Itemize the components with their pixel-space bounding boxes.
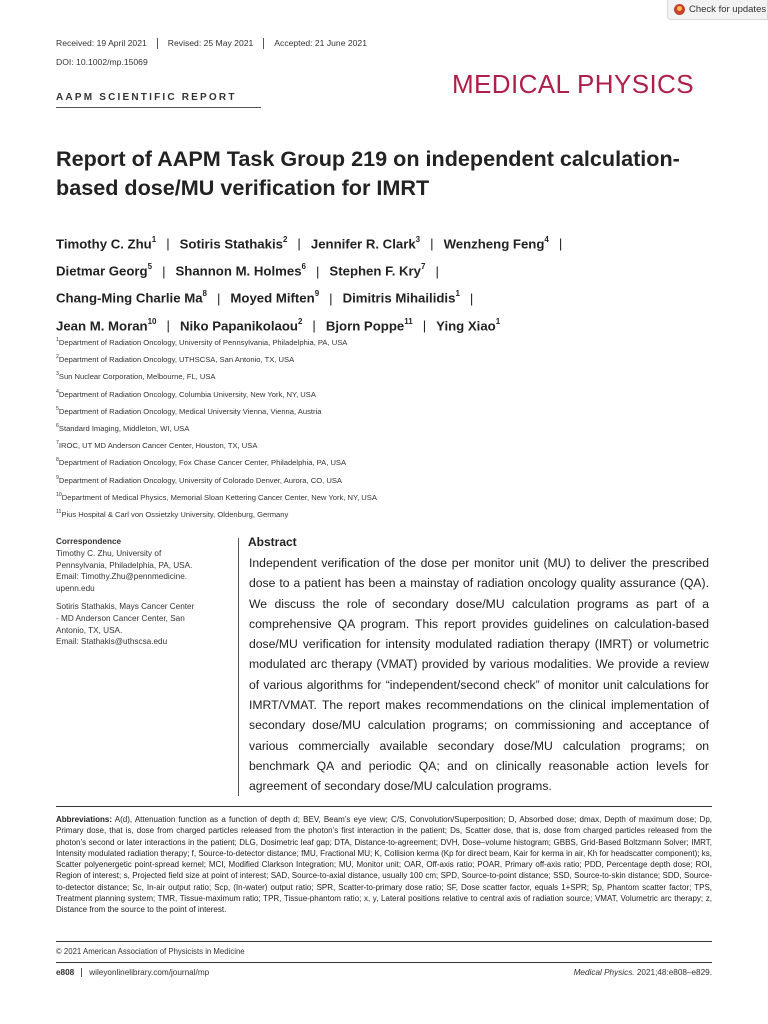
article-title: Report of AAPM Task Group 219 on independent calculation-based dose/MU verification for IMRT <box>56 146 680 200</box>
revised-date: Revised: 25 May 2021 <box>158 38 265 49</box>
affiliation-item <box>56 402 716 419</box>
correspondence-line: Pennsylvania, Philadelphia, PA, USA. <box>56 560 193 570</box>
author-affiliation-mark: 4 <box>544 235 549 244</box>
author-name[interactable]: Timothy C. Zhu <box>56 236 152 252</box>
correspondence-line: Timothy C. Zhu, University of <box>56 548 162 558</box>
author-name[interactable]: Dimitris Mihailidis <box>342 290 456 306</box>
affiliation-number: 11 <box>56 509 62 516</box>
divider <box>56 806 712 807</box>
author-affiliation-mark: 6 <box>301 262 306 272</box>
citation <box>574 968 712 977</box>
affiliation-number: 5 <box>56 405 59 412</box>
abbreviations-text: A(d), Attenuation function as a function of depth d; BEV, Beam’s eye view; C/S, Convolution/Superposition; D, Absorbed dose; dmax, Depth of maximum dose; Dp, Primary dose, that is, dose from charged particles released from the photon’s first interaction in the patient; Ds, Scatter dose, that is, dose from charged particles released from the photon’s second or later interactions in the patient; DLG, Dosimetric leaf gap; DTA, Distance-to-agreement; DVH, Dose–volume histogram; GBBS, Grid-Based Boltzmann Solver; IMRT, Intensity modulated radiation therapy; f, Source-to-detector distance; fMU, Fractional MU; K, Collision kerma (Kp for direct beam, Kair for kerma in air, Kh for headscatter component); ks, Scatter polyenergetic point-spread kernel; MCI, Modified Clarkson Integration; MU, Monitor unit; OAR, Off-axis ratio; POAR, Primary off-axis ratio; PDD, Percentage depth dose; ROI, Region of interest; s, Projected field size at point of interest; SAD, Source-to-axial distance, usually 100 cm; SPD, Source-to-point distance; SSD, Source-to-skin distance; SDD, Source-to-detector distance; Sc, In-air output ratio; Scp, (In-water) output ratio; SPR, Scatter-to-primary dose ratio; SF, Dose scatter factor, equals 1+SPR; Sp, Phantom scatter factor; TPS, Treatment planning system; TMR, Tissue-maximum ratio; TPR, Tissue-phantom ratio; x, y, Lateral positions relative to central axis of radiation source; VMAT, Volumetric arc therapy; z, Distance from the source to the point of interest. <box>56 815 712 915</box>
doi[interactable]: DOI: 10.1002/mp.15069 <box>56 57 148 67</box>
author-separator: | <box>469 290 474 306</box>
author-name[interactable]: Shannon M. Holmes <box>175 263 302 279</box>
correspondence-email-cont[interactable]: upenn.edu <box>56 584 95 594</box>
affiliation-number: 1 <box>56 337 59 343</box>
author-separator: | <box>297 236 301 252</box>
author-affiliation-mark: 7 <box>421 262 426 272</box>
affiliation-number: 8 <box>56 457 59 464</box>
affiliation-number: 3 <box>56 371 59 378</box>
affiliation-item <box>56 505 716 522</box>
author-affiliation-mark: 1 <box>495 316 501 326</box>
correspondence <box>56 536 226 648</box>
correspondence-line: Sotiris Stathakis, Mays Cancer Center <box>56 601 195 611</box>
page-number: e808 <box>56 968 82 977</box>
author-separator: | <box>312 317 316 333</box>
author-line <box>56 229 716 256</box>
author-affiliation-mark: 11 <box>404 316 413 326</box>
divider <box>56 941 712 942</box>
author-list <box>56 229 716 338</box>
crossmark-icon <box>674 4 685 15</box>
affiliation-number: 2 <box>56 354 59 361</box>
affiliation-text: Department of Radiation Oncology, University of Pennsylvania, Philadelphia, PA, USA <box>58 338 348 347</box>
affiliation-item <box>56 436 716 453</box>
affiliation-number: 9 <box>56 474 59 481</box>
author-separator: | <box>558 236 563 252</box>
affiliation-item <box>56 471 716 488</box>
author-separator: | <box>329 290 333 306</box>
affiliation-item <box>56 453 716 470</box>
author-affiliation-mark: 2 <box>282 235 288 244</box>
abstract-heading: Abstract <box>248 535 297 549</box>
journal-url[interactable]: wileyonlinelibrary.com/journal/mp <box>89 968 210 977</box>
author-separator: | <box>422 317 427 333</box>
abstract-body: Independent verification of the dose per monitor unit (MU) to deliver the prescribed dose to a patient has been a mainstay of radiation oncology quality assurance (QA). We discuss the role of secondary dose/MU calculation programs as part of a comprehensive QA program. This report provides guidelines on calculation-based dose/MU verification for intensity modulated radiation therapy (IMRT) or volumetric modulated arc therapy (VMAT) provided by various modalities. We provide a review of various algorithms for “independent/second check” of monitor unit calculations for IMRT/VMAT. The report makes recommendations on the clinical implementation of secondary dose/MU calculation programs; on commissioning and acceptance of various commercially available secondary dose/MU calculation programs; on benchmark QA and periodic QA; and on clinically reasonable action levels for agreement of secondary dose/MU calculation programs. <box>249 556 709 794</box>
author-line <box>56 283 716 310</box>
author-affiliation-mark: 1 <box>455 289 460 299</box>
author-line <box>56 256 716 283</box>
author-name[interactable]: Stephen F. Kry <box>329 263 422 279</box>
check-for-updates-label: Check for updates <box>689 4 767 15</box>
affiliation-number: 6 <box>56 423 59 430</box>
affiliation-text: IROC, UT MD Anderson Cancer Center, Houston, TX, USA <box>58 441 258 451</box>
affiliation-text: Standard Imaging, Middleton, WI, USA <box>58 424 190 434</box>
abbreviations <box>56 814 712 916</box>
author-affiliation-mark: 8 <box>202 289 207 299</box>
author-affiliation-mark: 3 <box>415 235 421 244</box>
abbreviations-label: Abbreviations: <box>56 815 113 824</box>
author-separator: | <box>162 263 166 279</box>
correspondence-line: - MD Anderson Cancer Center, San <box>56 613 185 623</box>
affiliation-number: 10 <box>56 491 62 498</box>
author-affiliation-mark: 9 <box>314 289 320 299</box>
received-date: Received: 19 April 2021 <box>56 38 158 49</box>
section-divider <box>56 107 261 108</box>
author-name[interactable]: Jennifer R. Clark <box>310 236 416 252</box>
affiliation-text: Department of Radiation Oncology, Columbia University, New York, NY, USA <box>58 389 316 399</box>
author-name[interactable]: Moyed Miften <box>230 290 315 306</box>
affiliation-text: Department of Radiation Oncology, Fox Chase Cancer Center, Philadelphia, PA, USA <box>58 458 347 468</box>
author-name[interactable]: Chang-Ming Charlie Ma <box>56 290 203 306</box>
copyright: © 2021 American Association of Physicists in Medicine <box>56 947 245 956</box>
abstract-divider <box>238 538 239 796</box>
author-affiliation-mark: 10 <box>147 316 157 326</box>
affiliation-item <box>56 350 716 367</box>
affiliation-text: Department of Radiation Oncology, UTHSCSA, San Antonio, TX, USA <box>58 355 295 365</box>
author-affiliation-mark: 5 <box>147 262 153 272</box>
author-name[interactable]: Bjorn Poppe <box>325 317 405 333</box>
author-separator: | <box>166 317 170 333</box>
check-for-updates-badge[interactable] <box>667 0 768 20</box>
affiliation-item <box>56 367 716 384</box>
affiliation-number: 7 <box>56 440 59 447</box>
accepted-date: Accepted: 21 June 2021 <box>274 38 367 48</box>
author-name[interactable]: Wenzheng Feng <box>443 236 545 252</box>
affiliation-text: Department of Medical Physics, Memorial Sloan Kettering Cancer Center, New York, NY, USA <box>61 492 377 502</box>
author-separator: | <box>430 236 434 252</box>
journal-logo: MEDICAL PHYSICS <box>452 69 694 99</box>
author-separator: | <box>216 290 221 306</box>
affiliation-text: Pius Hospital & Carl von Ossietzky University, Oldenburg, Germany <box>61 510 289 520</box>
affiliation-text: Sun Nuclear Corporation, Melbourne, FL, USA <box>58 372 216 382</box>
author-name[interactable]: Dietmar Georg <box>56 263 148 279</box>
affiliation-item <box>56 385 716 402</box>
author-name[interactable]: Sotiris Stathakis <box>179 236 283 252</box>
author-name[interactable]: Niko Papanikolaou <box>179 317 298 333</box>
author-separator: | <box>435 263 439 279</box>
correspondence-email[interactable]: Email: Stathakis@uthscsa.edu <box>56 637 168 647</box>
footer-left <box>56 968 209 977</box>
author-name[interactable]: Ying Xiao <box>436 317 496 333</box>
author-name[interactable]: Jean M. Moran <box>56 317 148 333</box>
affiliation-item <box>56 419 716 436</box>
author-affiliation-mark: 2 <box>297 316 303 326</box>
author-separator: | <box>315 263 320 279</box>
affiliation-list <box>56 333 716 522</box>
affiliation-item <box>56 333 716 350</box>
affiliation-text: Department of Radiation Oncology, University of Colorado Denver, Aurora, CO, USA <box>58 475 342 485</box>
section-label: AAPM SCIENTIFIC REPORT <box>56 92 237 103</box>
divider <box>56 962 712 963</box>
author-separator: | <box>166 236 170 252</box>
correspondence-line: Antonio, TX, USA. <box>56 625 123 635</box>
affiliation-text: Department of Radiation Oncology, Medical University Vienna, Vienna, Austria <box>58 406 322 416</box>
correspondence-email[interactable]: Email: Timothy.Zhu@pennmedicine. <box>56 572 188 582</box>
author-affiliation-mark: 1 <box>151 235 157 244</box>
history-dates <box>56 38 377 49</box>
citation-journal: Medical Physics. <box>573 968 635 977</box>
citation-details: 2021;48:e808–e829. <box>634 968 712 977</box>
affiliation-number: 4 <box>56 388 59 395</box>
affiliation-item <box>56 488 716 505</box>
correspondence-heading: Correspondence <box>56 537 122 546</box>
